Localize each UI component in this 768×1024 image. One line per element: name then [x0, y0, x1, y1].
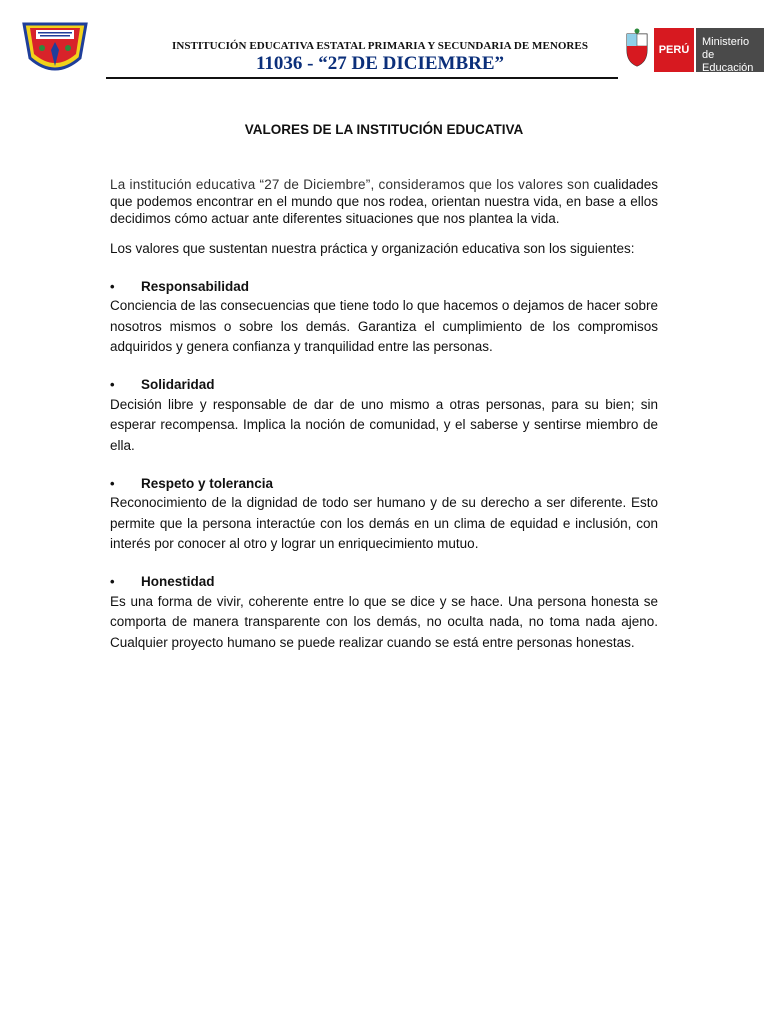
value-name: Respeto y tolerancia — [141, 475, 274, 491]
value-heading — [110, 572, 658, 592]
ministry-label — [696, 28, 764, 72]
intro-paragraph-2: Los valores que sustentan nuestra práctica y organización educativa son los siguientes: — [110, 241, 635, 256]
intro-paragraph-1-rest: cualidades que podemos encontrar en el mundo que nos rodea, orientan nuestra vida, en base a ellos decidimos cómo actuar ante diferentes situaciones que nos plantea la vida. — [110, 177, 658, 226]
intro-paragraph-1 — [110, 176, 658, 227]
ministry-label-line2: de Educación — [702, 49, 754, 74]
value-heading — [110, 473, 658, 493]
ministry-logo — [624, 26, 754, 74]
value-description: Es una forma de vivir, coherente entre lo que se dice y se hace. Una persona honesta se comporta de manera transparente con los demás, no oculta nada, no toma nada ajeno. Cualquier proyecto humano se puede realizar cuando se está entre personas honestas. — [110, 593, 658, 650]
document-title: VALORES DE LA INSTITUCIÓN EDUCATIVA — [244, 122, 524, 137]
ministry-label-line1: Ministerio — [702, 36, 750, 48]
school-crest-icon — [22, 20, 88, 76]
bullet-icon: • — [110, 475, 115, 491]
peru-label: PERÚ — [654, 28, 694, 72]
institution-code-name: 11036 - “27 DE DICIEMBRE” — [255, 53, 505, 74]
intro-paragraph-1-lead: La institución educativa “27 de Diciembre”, consideramos que los valores son — [110, 177, 590, 192]
peru-shield-icon — [624, 28, 650, 70]
value-description: Decisión libre y responsable de dar de uno mismo a otras personas, para su bien; sin esperar recompensa. Implica la noción de comunidad, y el saberse y sentirse miembro de ella. — [110, 396, 658, 453]
value-section-honestidad — [110, 572, 658, 654]
value-heading — [110, 375, 658, 395]
header-divider — [106, 77, 618, 79]
value-section-respeto-y-tolerancia — [110, 473, 658, 555]
value-heading — [110, 276, 658, 296]
institution-name: INSTITUCIÓN EDUCATIVA ESTATAL PRIMARIA Y SECUNDARIA DE MENORES — [172, 40, 588, 52]
value-description: Reconocimiento de la dignidad de todo ser humano y de su derecho a ser diferente. Esto permite que la persona interactúe con los demás en un clima de equidad e inclusión, con interés por conocer al otro y lograr un enriquecimiento mutuo. — [110, 495, 658, 551]
bullet-icon: • — [110, 574, 115, 589]
document-body — [110, 176, 658, 653]
value-name: Honestidad — [141, 574, 215, 589]
header-title-block — [140, 40, 620, 75]
value-section-solidaridad — [110, 375, 658, 457]
value-name: Responsabilidad — [141, 278, 250, 294]
value-name: Solidaridad — [141, 377, 215, 392]
page-header — [0, 0, 768, 80]
value-section-responsabilidad — [110, 276, 658, 358]
value-description: Conciencia de las consecuencias que tiene todo lo que hacemos o dejamos de hacer sobre nosotros mismos o sobre los demás. Garantiza el cumplimiento de los compromisos adquiridos y genera confianza y tranquilidad entre las personas. — [110, 298, 658, 354]
bullet-icon: • — [110, 278, 115, 294]
bullet-icon: • — [110, 377, 115, 392]
